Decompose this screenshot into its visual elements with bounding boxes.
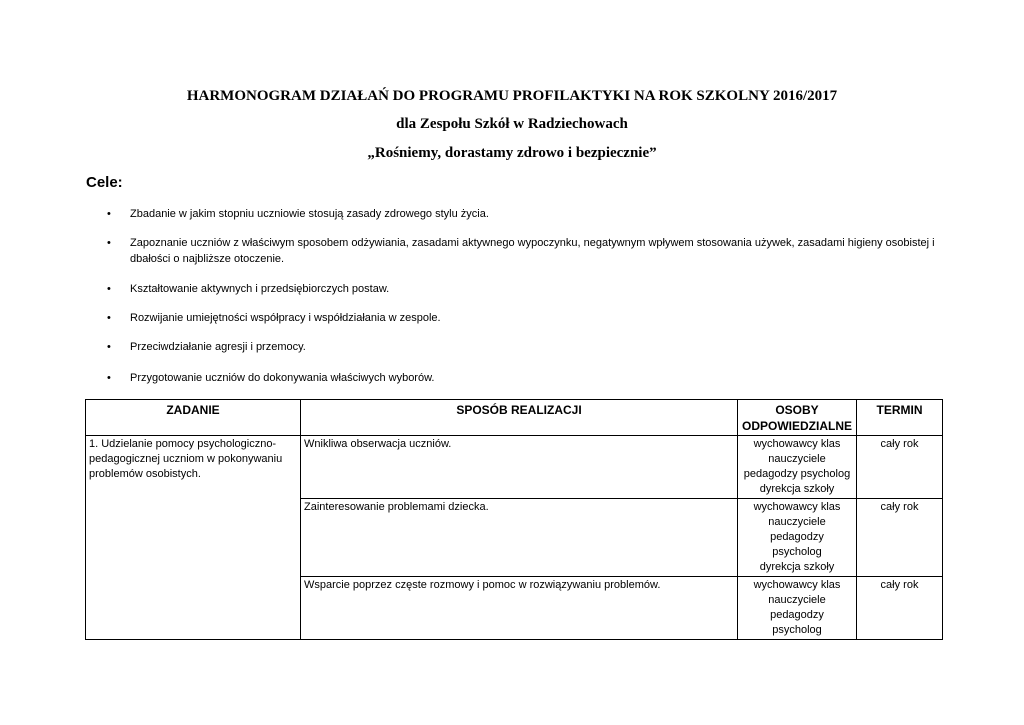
person-entry: nauczyciele [768,453,826,465]
document-title: HARMONOGRAM DZIAŁAŃ DO PROGRAMU PROFILAKTYKI NA ROK SZKOLNY 2016/2017 [186,88,838,104]
person-entry: dyrekcja szkoły [759,561,835,573]
persons-cell [738,436,857,499]
person-entry: wychowawcy klas [753,501,841,513]
table-header-row [86,400,943,436]
bullet-icon: • [107,341,111,353]
term-cell: cały rok [857,499,943,577]
header-persons: OSOBY ODPOWIEDZIALNE [738,400,857,436]
person-entry: psycholog [772,624,822,636]
bullet-icon: • [107,372,111,384]
person-entry: nauczyciele [768,594,826,606]
goal-item [107,281,947,297]
goal-text: Kształtowanie aktywnych i przedsiębiorczych postaw. [130,283,390,295]
persons-cell [738,499,857,577]
goal-item [107,339,947,355]
person-entry: psycholog [772,546,822,558]
bullet-icon: • [107,312,111,324]
bullet-icon: • [107,208,111,220]
person-entry: nauczyciele [768,516,826,528]
goal-text: Zapoznanie uczniów z właściwym sposobem odżywiania, zasadami aktywnego wypoczynku, negatywnym wpływem stosowania używek, zasadami higieny osobistej i dbałości o najbliższe otoczenie. [130,237,935,265]
goal-item [107,370,947,386]
person-entry: wychowawcy klas [753,579,841,591]
method-cell: Wnikliwa obserwacja uczniów. [301,436,738,499]
person-entry: pedagodzy psycholog [743,468,851,480]
term-cell: cały rok [857,436,943,499]
person-entry: wychowawcy klas [753,438,841,450]
goal-text: Przygotowanie uczniów do dokonywania właściwych wyborów. [130,372,435,384]
person-entry: dyrekcja szkoły [759,483,835,495]
person-entry: pedagodzy [770,609,824,621]
persons-cell [738,577,857,640]
term-cell: cały rok [857,577,943,640]
method-cell: Zainteresowanie problemami dziecka. [301,499,738,577]
method-cell: Wsparcie poprzez częste rozmowy i pomoc w rozwiązywaniu problemów. [301,577,738,640]
bullet-icon: • [107,237,111,249]
program-motto: „Rośniemy, dorastamy zdrowo i bezpiecznie” [367,145,657,161]
header-term: TERMIN [857,400,943,436]
table-row [86,436,943,499]
school-name: dla Zespołu Szkół w Radziechowach [396,116,628,132]
goal-item [107,206,947,222]
person-entry: pedagodzy [770,531,824,543]
schedule-table [85,399,943,640]
task-cell: 1. Udzielanie pomocy psychologiczno-pedagogicznej uczniom w pokonywaniu problemów osobistych. [86,436,301,640]
goals-heading: Cele: [86,174,123,191]
goal-text: Rozwijanie umiejętności współpracy i współdziałania w zespole. [130,312,441,324]
goal-item [107,310,947,326]
bullet-icon: • [107,283,111,295]
header-method: SPOSÓB REALIZACJI [301,400,738,436]
goal-text: Zbadanie w jakim stopniu uczniowie stosują zasady zdrowego stylu życia. [130,208,489,220]
goal-item [107,235,947,267]
goal-text: Przeciwdziałanie agresji i przemocy. [130,341,306,353]
header-task: ZADANIE [86,400,301,436]
